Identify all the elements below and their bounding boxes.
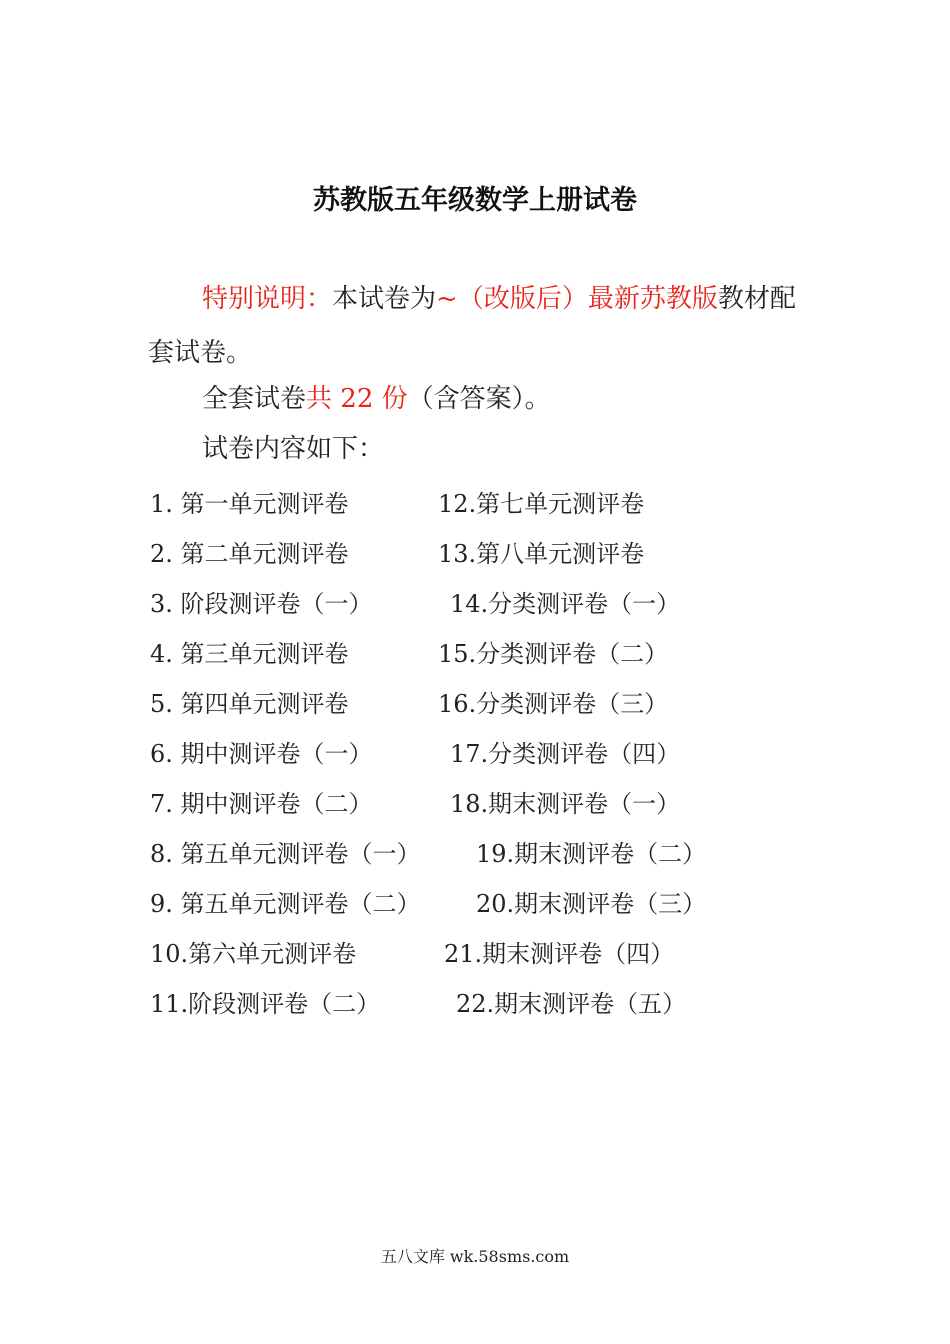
list-item: 3. 阶段测评卷（一）	[150, 590, 373, 618]
list-item: 5. 第四单元测评卷	[150, 690, 349, 718]
footer-watermark: 五八文库 wk.58sms.com	[380, 1247, 570, 1266]
list-item: 19.期末测评卷（二）	[476, 840, 707, 868]
list-item: 17.分类测评卷（四）	[450, 740, 681, 768]
intro-paragraph	[148, 272, 818, 380]
count-paragraph	[202, 372, 551, 426]
list-item: 12.第七单元测评卷	[438, 490, 645, 518]
list-item: 2. 第二单元测评卷	[150, 540, 349, 568]
count-highlight: 共 22 份	[306, 384, 408, 414]
list-item: 18.期末测评卷（一）	[450, 790, 681, 818]
list-item: 16.分类测评卷（三）	[438, 690, 669, 718]
list-item: 10.第六单元测评卷	[150, 940, 357, 968]
intro-highlight: ~（改版后）最新苏教版	[436, 284, 718, 314]
list-item: 11.阶段测评卷（二）	[150, 990, 381, 1018]
document-title: 苏教版五年级数学上册试卷	[313, 185, 637, 216]
list-item: 1. 第一单元测评卷	[150, 490, 349, 518]
list-item: 20.期末测评卷（三）	[476, 890, 707, 918]
list-item: 8. 第五单元测评卷（一）	[150, 840, 421, 868]
list-item: 22.期末测评卷（五）	[456, 990, 687, 1018]
intro-text-before: 本试卷为	[332, 284, 437, 314]
list-item: 7. 期中测评卷（二）	[150, 790, 373, 818]
list-item: 13.第八单元测评卷	[438, 540, 645, 568]
contents-heading: 试卷内容如下：	[202, 434, 385, 464]
intro-text-after: 教材配套试卷。	[148, 284, 796, 368]
count-after: （含答案）。	[407, 384, 551, 414]
list-item: 15.分类测评卷（二）	[438, 640, 669, 668]
list-item: 14.分类测评卷（一）	[450, 590, 681, 618]
list-item: 6. 期中测评卷（一）	[150, 740, 373, 768]
count-before: 全套试卷	[202, 384, 307, 414]
list-item: 4. 第三单元测评卷	[150, 640, 349, 668]
list-item: 21.期末测评卷（四）	[444, 940, 675, 968]
intro-label: 特别说明：	[202, 284, 333, 314]
list-item: 9. 第五单元测评卷（二）	[150, 890, 421, 918]
